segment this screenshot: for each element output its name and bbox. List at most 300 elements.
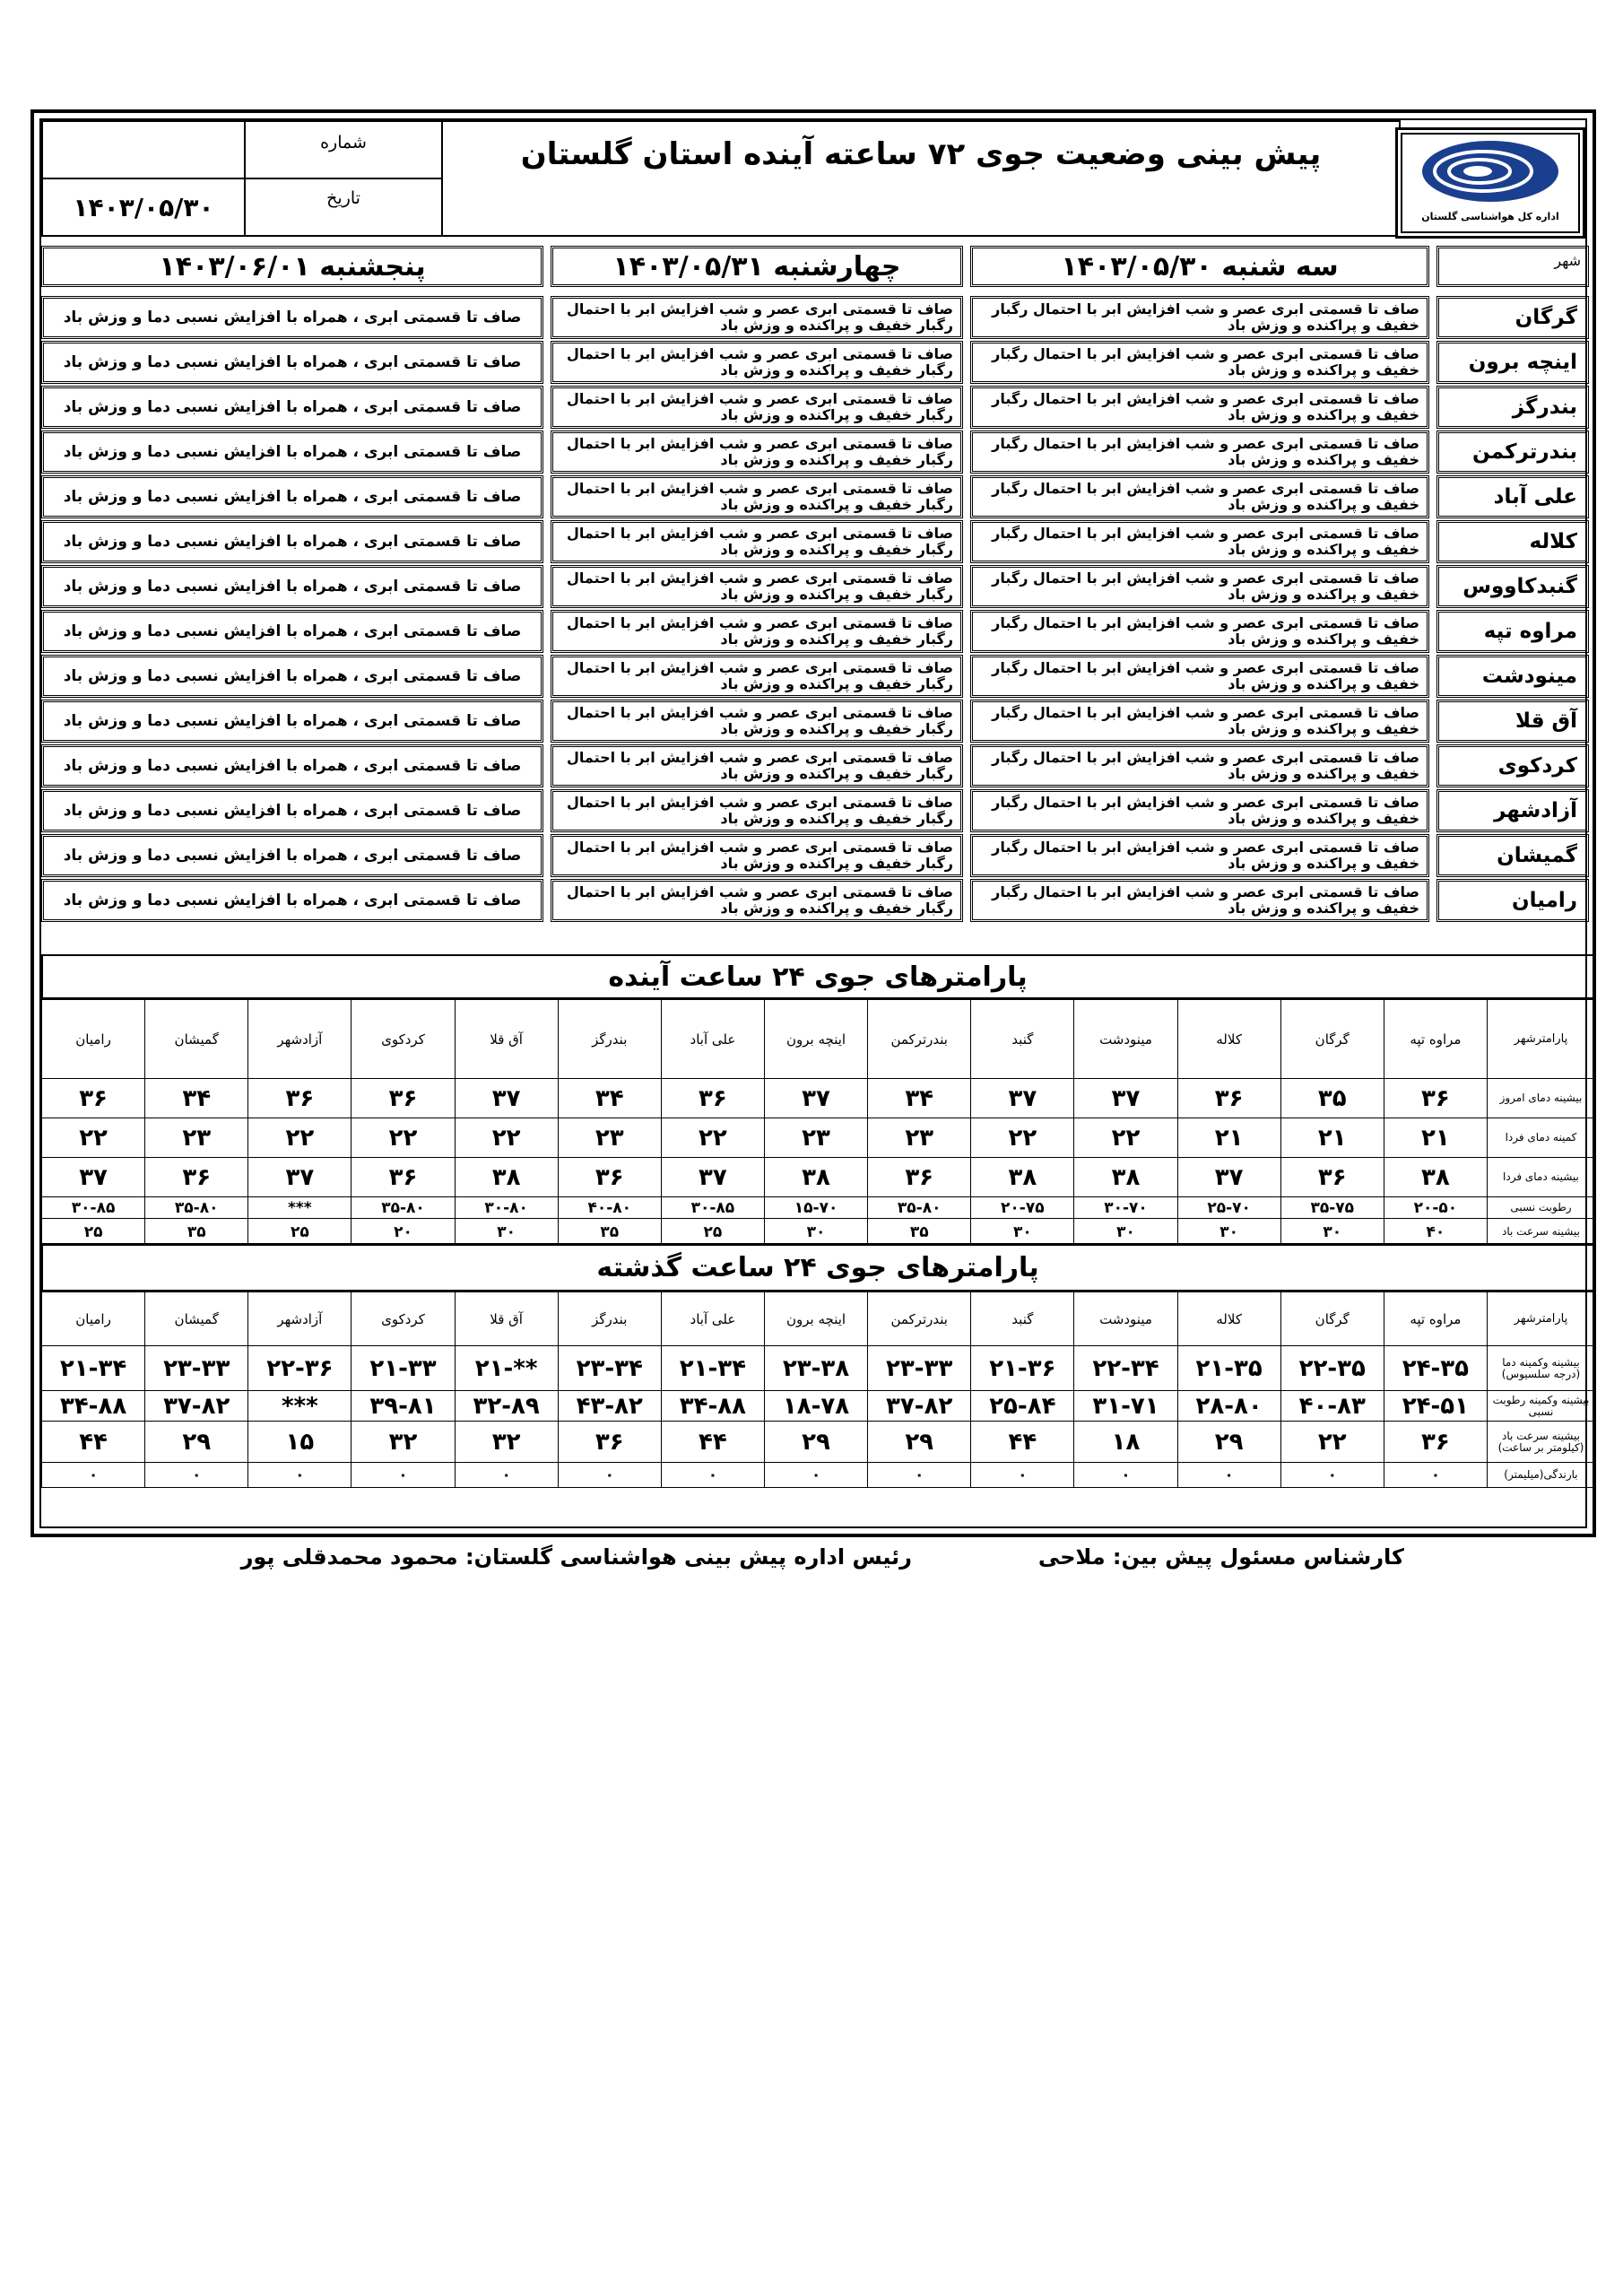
day2-forecast-cell (551, 520, 963, 563)
city-name-cell (1436, 879, 1589, 922)
day3-forecast-text: صاف تا قسمتی ابری ، همراه با افزایش نسبی دما و وزش باد (63, 578, 522, 596)
param-value-cell: ۳۰-۸۵ (42, 1197, 145, 1219)
param-value-cell: ۳۵-۷۵ (1280, 1197, 1384, 1219)
param-value-cell: ۲۵-۸۴ (971, 1391, 1074, 1422)
city-name-text: علی آباد (1493, 485, 1577, 509)
param-value-cell: ۳۷ (455, 1079, 558, 1118)
param-value-cell: ۲۰-۵۰ (1384, 1197, 1487, 1219)
param-city-header: بندرترکمن (868, 1292, 971, 1346)
day1-forecast-text: صاف تا قسمتی ابری عصر و شب افزایش ابر با احتمال رگبار خفیف و پراکنده و وزش باد (992, 570, 1419, 603)
day1-forecast-cell (970, 655, 1429, 698)
param-value-cell: ۴۰-۸۳ (1280, 1391, 1384, 1422)
organization-logo (1395, 127, 1585, 239)
param-value-cell: ۲۵ (42, 1219, 145, 1246)
day2-forecast-cell (551, 475, 963, 518)
day1-forecast-cell (970, 565, 1429, 608)
day2-forecast-text: صاف تا قسمتی ابری عصر و شب افزایش ابر با احتمال رگبار خفیف و پراکنده و وزش باد (567, 614, 953, 648)
city-name-cell (1436, 610, 1589, 653)
past24-title: پارامترهای جوی ۲۴ ساعت گذشته (596, 1251, 1039, 1283)
param-city-header: علی آباد (661, 1292, 764, 1346)
page-title: پیش بینی وضعیت جوی ۷۲ ساعته آینده استان گلستان (520, 136, 1322, 172)
day2-forecast-cell (551, 565, 963, 608)
param-value-cell: ۳۶ (352, 1079, 455, 1118)
day3-forecast-text: صاف تا قسمتی ابری ، همراه با افزایش نسبی دما و وزش باد (63, 757, 522, 775)
param-city-header: رامیان (42, 1292, 145, 1346)
param-value-cell: *** (248, 1391, 352, 1422)
day2-forecast-cell (551, 430, 963, 474)
param-row (42, 1197, 1595, 1219)
city-name-text: بندرترکمن (1472, 440, 1577, 464)
day3-forecast-cell (41, 565, 543, 608)
param-value-cell: ۳۹-۸۱ (352, 1391, 455, 1422)
day1-forecast-cell (970, 386, 1429, 429)
param-value-cell: ۳۰ (455, 1219, 558, 1246)
param-value-cell: ۳۷ (42, 1158, 145, 1197)
param-city-header: گنبد (971, 1292, 1074, 1346)
day2-forecast-text: صاف تا قسمتی ابری عصر و شب افزایش ابر با احتمال رگبار خفیف و پراکنده و وزش باد (567, 659, 953, 692)
param-value-cell: ۲۰ (352, 1219, 455, 1246)
param-value-cell: ۳۶ (558, 1422, 661, 1463)
head-signature: رئیس اداره پیش بینی هواشناسی گلستان: محمود محمدقلی پور (240, 1544, 912, 1570)
day1-forecast-cell (970, 879, 1429, 922)
param-city-header: آق قلا (455, 1000, 558, 1079)
param-value-cell: ۲۴-۳۵ (1384, 1346, 1487, 1391)
param-row-label: رطوبت نسبی (1487, 1197, 1594, 1219)
param-value-cell: ۴۳-۸۲ (558, 1391, 661, 1422)
param-value-cell: ۲۱-۳۴ (42, 1346, 145, 1391)
day1-forecast-text: صاف تا قسمتی ابری عصر و شب افزایش ابر با احتمال رگبار خفیف و پراکنده و وزش باد (992, 659, 1419, 692)
header-date: ۱۴۰۳/۰۵/۳۰ (73, 192, 214, 222)
param-row-label: بیشینه دمای امروز (1487, 1079, 1594, 1118)
day2-forecast-cell (551, 610, 963, 653)
date-label: تاریخ (326, 188, 360, 208)
param-value-cell: ۲۳ (558, 1118, 661, 1158)
param-value-cell: ۰ (1280, 1463, 1384, 1488)
param-value-cell: ۰ (455, 1463, 558, 1488)
param-value-cell: ۲۱-۳۳ (352, 1346, 455, 1391)
param-value-cell: ۲۲-۳۴ (1074, 1346, 1177, 1391)
param-city-header: رامیان (42, 1000, 145, 1079)
param-value-cell: ۲۹ (764, 1422, 867, 1463)
param-value-cell: ۱۸-۷۸ (764, 1391, 867, 1422)
param-value-cell: ۳۶ (352, 1158, 455, 1197)
param-value-cell: ۳۵-۸۰ (868, 1197, 971, 1219)
day1-forecast-text: صاف تا قسمتی ابری عصر و شب افزایش ابر با احتمال رگبار خفیف و پراکنده و وزش باد (992, 883, 1419, 917)
expert-signature: کارشناس مسئول پیش بین: ملاحی (1037, 1544, 1404, 1570)
day3-label: پنجشنبه ۱۴۰۳/۰۶/۰۱ (159, 250, 426, 283)
sheet-inner-border (39, 118, 1590, 1528)
next24-title-box (41, 954, 1594, 999)
param-value-cell: ۳۴-۸۸ (42, 1391, 145, 1422)
day3-forecast-cell (41, 386, 543, 429)
param-value-cell: ۲۲ (971, 1118, 1074, 1158)
param-value-cell: ۰ (868, 1463, 971, 1488)
param-value-cell: ۰ (352, 1463, 455, 1488)
number-label: شماره (320, 133, 367, 152)
param-value-cell: ۳۶ (1384, 1079, 1487, 1118)
param-value-cell: ۳۶ (868, 1158, 971, 1197)
param-value-cell: ۳۸ (455, 1158, 558, 1197)
param-value-cell: ۲۲ (352, 1118, 455, 1158)
param-value-cell: ۳۰-۸۰ (455, 1197, 558, 1219)
number-label-box (244, 120, 443, 179)
param-value-cell: ۳۲ (455, 1422, 558, 1463)
param-row (42, 1391, 1595, 1422)
param-value-cell: ۳۰ (764, 1219, 867, 1246)
param-city-header: علی آباد (661, 1000, 764, 1079)
city-name-cell (1436, 655, 1589, 698)
day2-forecast-text: صاف تا قسمتی ابری عصر و شب افزایش ابر با احتمال رگبار خفیف و پراکنده و وزش باد (567, 300, 953, 334)
day3-forecast-cell (41, 520, 543, 563)
city-name-cell (1436, 475, 1589, 518)
city-name-text: رامیان (1511, 889, 1577, 912)
day1-forecast-cell (970, 296, 1429, 339)
day1-header (970, 246, 1429, 287)
param-row-label: بیشینه وکمینه دما (درجه سلسیوس) (1487, 1346, 1594, 1391)
param-value-cell: ۰ (1074, 1463, 1177, 1488)
param-value-cell: ۳۸ (971, 1158, 1074, 1197)
param-city-header: مینودشت (1074, 1000, 1177, 1079)
param-value-cell: ۳۷ (1177, 1158, 1280, 1197)
param-row-label: بیشینه سرعت باد (1487, 1219, 1594, 1246)
day3-forecast-text: صاف تا قسمتی ابری ، همراه با افزایش نسبی دما و وزش باد (63, 712, 522, 730)
forecast-sheet (30, 109, 1596, 1537)
logo-emblem-icon (1398, 130, 1583, 236)
day3-forecast-text: صاف تا قسمتی ابری ، همراه با افزایش نسبی دما و وزش باد (63, 891, 522, 909)
param-value-cell: ۲۲ (661, 1118, 764, 1158)
param-value-cell: ۲۹ (868, 1422, 971, 1463)
param-value-cell: ۴۰ (1384, 1219, 1487, 1246)
day2-forecast-cell (551, 879, 963, 922)
param-city-header: مراوه تپه (1384, 1292, 1487, 1346)
param-value-cell: ۲۱ (1177, 1118, 1280, 1158)
param-value-cell: ۰ (145, 1463, 248, 1488)
param-value-cell: ۲۳ (868, 1118, 971, 1158)
city-name-text: مراوه تپه (1483, 620, 1577, 643)
city-name-cell (1436, 296, 1589, 339)
title-box (441, 120, 1401, 237)
next24-title: پارامترهای جوی ۲۴ ساعت آینده (608, 961, 1028, 993)
day3-forecast-text: صاف تا قسمتی ابری ، همراه با افزایش نسبی دما و وزش باد (63, 443, 522, 461)
param-value-cell: ۴۴ (971, 1422, 1074, 1463)
param-city-header: اینچه برون (764, 1000, 867, 1079)
day2-forecast-text: صاف تا قسمتی ابری عصر و شب افزایش ابر با احتمال رگبار خفیف و پراکنده و وزش باد (567, 704, 953, 737)
day3-forecast-cell (41, 296, 543, 339)
param-row-label: بیشینه دمای فردا (1487, 1158, 1594, 1197)
param-row (42, 1346, 1595, 1391)
param-value-cell: ۲۰-۷۵ (971, 1197, 1074, 1219)
param-value-cell: ۳۰ (1280, 1219, 1384, 1246)
param-value-cell: ۲۱-۳۶ (971, 1346, 1074, 1391)
day3-forecast-cell (41, 475, 543, 518)
day3-forecast-cell (41, 744, 543, 787)
param-value-cell: ۲۹ (145, 1422, 248, 1463)
param-value-cell: ۰ (764, 1463, 867, 1488)
day3-forecast-cell (41, 700, 543, 743)
param-city-header: گرگان (1280, 1292, 1384, 1346)
city-name-cell (1436, 386, 1589, 429)
param-value-cell: ۳۴ (145, 1079, 248, 1118)
param-city-header: اینچه برون (764, 1292, 867, 1346)
day1-forecast-text: صاف تا قسمتی ابری عصر و شب افزایش ابر با احتمال رگبار خفیف و پراکنده و وزش باد (992, 839, 1419, 872)
param-value-cell: ۲۲ (1074, 1118, 1177, 1158)
day1-forecast-cell (970, 430, 1429, 474)
param-city-header: گمیشان (145, 1292, 248, 1346)
param-city-header: بندرگز (558, 1000, 661, 1079)
param-value-cell: ۳۶ (42, 1079, 145, 1118)
param-value-cell: ۰ (248, 1463, 352, 1488)
day2-forecast-text: صاف تا قسمتی ابری عصر و شب افزایش ابر با احتمال رگبار خفیف و پراکنده و وزش باد (567, 435, 953, 468)
day2-forecast-cell (551, 386, 963, 429)
param-city-header: کردکوی (352, 1000, 455, 1079)
param-city-header: گرگان (1280, 1000, 1384, 1079)
param-row-label: بیشینه وکمینه رطوبت نسبی (1487, 1391, 1594, 1422)
day2-forecast-text: صاف تا قسمتی ابری عصر و شب افزایش ابر با احتمال رگبار خفیف و پراکنده و وزش باد (567, 480, 953, 513)
day1-label: سه شنبه ۱۴۰۳/۰۵/۳۰ (1061, 250, 1339, 283)
day2-forecast-cell (551, 341, 963, 384)
city-name-text: کلاله (1529, 530, 1577, 553)
param-city-header: کلاله (1177, 1292, 1280, 1346)
param-city-header: بندرترکمن (868, 1000, 971, 1079)
param-value-cell: ۳۵ (868, 1219, 971, 1246)
param-value-cell: *** (248, 1197, 352, 1219)
day3-forecast-text: صاف تا قسمتی ابری ، همراه با افزایش نسبی دما و وزش باد (63, 802, 522, 820)
param-value-cell: ۳۰ (1177, 1219, 1280, 1246)
city-name-cell (1436, 520, 1589, 563)
number-value-box (41, 120, 246, 179)
day1-forecast-cell (970, 789, 1429, 832)
param-row (42, 1422, 1595, 1463)
day1-forecast-text: صاف تا قسمتی ابری عصر و شب افزایش ابر با احتمال رگبار خفیف و پراکنده و وزش باد (992, 704, 1419, 737)
param-city-header: کلاله (1177, 1000, 1280, 1079)
param-value-cell: ۰ (558, 1463, 661, 1488)
city-name-cell (1436, 834, 1589, 877)
param-row (42, 1463, 1595, 1488)
param-value-cell: ۰ (661, 1463, 764, 1488)
day3-forecast-text: صاف تا قسمتی ابری ، همراه با افزایش نسبی دما و وزش باد (63, 667, 522, 685)
param-value-cell: ۰ (1384, 1463, 1487, 1488)
param-row (42, 1158, 1595, 1197)
city-name-text: مینودشت (1481, 665, 1577, 688)
param-value-cell: ۳۷ (661, 1158, 764, 1197)
day1-forecast-cell (970, 834, 1429, 877)
day3-forecast-cell (41, 610, 543, 653)
day1-forecast-text: صاف تا قسمتی ابری عصر و شب افزایش ابر با احتمال رگبار خفیف و پراکنده و وزش باد (992, 300, 1419, 334)
city-name-cell (1436, 789, 1589, 832)
param-value-cell: ۲۳-۳۳ (145, 1346, 248, 1391)
day1-forecast-text: صاف تا قسمتی ابری عصر و شب افزایش ابر با احتمال رگبار خفیف و پراکنده و وزش باد (992, 525, 1419, 558)
day3-forecast-text: صاف تا قسمتی ابری ، همراه با افزایش نسبی دما و وزش باد (63, 847, 522, 865)
param-value-cell: ۲۳-۳۴ (558, 1346, 661, 1391)
param-city-header: گنبد (971, 1000, 1074, 1079)
param-value-cell: ۳۸ (1384, 1158, 1487, 1197)
param-value-cell: ۲۲ (42, 1118, 145, 1158)
param-value-cell: ۲۵-۷۰ (1177, 1197, 1280, 1219)
param-value-cell: ۲۲ (1280, 1422, 1384, 1463)
city-name-text: گرگان (1515, 306, 1577, 329)
param-city-header: آزادشهر (248, 1292, 352, 1346)
param-value-cell: ۲۱-۳۴ (661, 1346, 764, 1391)
day2-forecast-text: صاف تا قسمتی ابری عصر و شب افزایش ابر با احتمال رگبار خفیف و پراکنده و وزش باد (567, 570, 953, 603)
city-name-cell (1436, 341, 1589, 384)
param-value-cell: ۳۴-۸۸ (661, 1391, 764, 1422)
param-value-cell: ۳۵ (1280, 1079, 1384, 1118)
param-value-cell: ۰ (971, 1463, 1074, 1488)
day2-forecast-cell (551, 296, 963, 339)
param-value-cell: ۳۶ (1384, 1422, 1487, 1463)
day1-forecast-cell (970, 744, 1429, 787)
day1-forecast-text: صاف تا قسمتی ابری عصر و شب افزایش ابر با احتمال رگبار خفیف و پراکنده و وزش باد (992, 614, 1419, 648)
day2-forecast-text: صاف تا قسمتی ابری عصر و شب افزایش ابر با احتمال رگبار خفیف و پراکنده و وزش باد (567, 390, 953, 423)
day1-forecast-text: صاف تا قسمتی ابری عصر و شب افزایش ابر با احتمال رگبار خفیف و پراکنده و وزش باد (992, 345, 1419, 378)
day1-forecast-cell (970, 700, 1429, 743)
param-value-cell: ۴۰-۸۰ (558, 1197, 661, 1219)
param-value-cell: ۳۶ (661, 1079, 764, 1118)
day2-forecast-text: صاف تا قسمتی ابری عصر و شب افزایش ابر با احتمال رگبار خفیف و پراکنده و وزش باد (567, 749, 953, 782)
param-city-header: بندرگز (558, 1292, 661, 1346)
param-value-cell: ۱۵ (248, 1422, 352, 1463)
day1-forecast-cell (970, 475, 1429, 518)
param-value-cell: ۲۲ (248, 1118, 352, 1158)
param-value-cell: ۳۲ (352, 1422, 455, 1463)
day3-forecast-text: صاف تا قسمتی ابری ، همراه با افزایش نسبی دما و وزش باد (63, 309, 522, 326)
param-row-label: بارندگی(میلیمتر) (1487, 1463, 1594, 1488)
param-value-cell: ۳۵ (558, 1219, 661, 1246)
param-value-cell: ۲۲-۳۶ (248, 1346, 352, 1391)
param-row-label: بیشینه سرعت باد (کیلومتر بر ساعت) (1487, 1422, 1594, 1463)
day1-forecast-text: صاف تا قسمتی ابری عصر و شب افزایش ابر با احتمال رگبار خفیف و پراکنده و وزش باد (992, 749, 1419, 782)
city-name-text: گمیشان (1497, 844, 1577, 867)
param-value-cell: ۳۶ (248, 1079, 352, 1118)
param-value-cell: ۲۹ (1177, 1422, 1280, 1463)
city-name-cell (1436, 700, 1589, 743)
city-name-text: آق قلا (1515, 709, 1577, 733)
param-header-row (42, 1000, 1595, 1079)
param-value-cell: ۳۰ (1074, 1219, 1177, 1246)
city-name-text: کردکوی (1497, 754, 1577, 778)
param-header-row (42, 1292, 1595, 1346)
day3-forecast-text: صاف تا قسمتی ابری ، همراه با افزایش نسبی دما و وزش باد (63, 353, 522, 371)
city-name-text: آزادشهر (1494, 799, 1577, 822)
day1-forecast-text: صاف تا قسمتی ابری عصر و شب افزایش ابر با احتمال رگبار خفیف و پراکنده و وزش باد (992, 794, 1419, 827)
param-value-cell: ۲۳-۳۸ (764, 1346, 867, 1391)
day2-forecast-text: صاف تا قسمتی ابری عصر و شب افزایش ابر با احتمال رگبار خفیف و پراکنده و وزش باد (567, 525, 953, 558)
day2-forecast-text: صاف تا قسمتی ابری عصر و شب افزایش ابر با احتمال رگبار خفیف و پراکنده و وزش باد (567, 839, 953, 872)
param-value-cell: ۲۱ (1384, 1118, 1487, 1158)
day2-label: چهارشنبه ۱۴۰۳/۰۵/۳۱ (612, 250, 901, 283)
past24-title-box (41, 1243, 1594, 1292)
param-city-header: آق قلا (455, 1292, 558, 1346)
param-value-cell: ۳۴ (558, 1079, 661, 1118)
day3-header (41, 246, 543, 287)
city-header (1436, 246, 1589, 287)
day3-forecast-cell (41, 655, 543, 698)
param-value-cell: ۳۷-۸۲ (145, 1391, 248, 1422)
city-name-text: گنبدکاووس (1462, 575, 1577, 598)
param-city-header: آزادشهر (248, 1000, 352, 1079)
day3-forecast-cell (41, 834, 543, 877)
next24-table (41, 999, 1595, 1246)
param-value-cell: ۳۸ (764, 1158, 867, 1197)
param-row (42, 1079, 1595, 1118)
param-value-cell: ۲۴-۵۱ (1384, 1391, 1487, 1422)
param-value-cell: ۳۰ (971, 1219, 1074, 1246)
param-value-cell: ۳۶ (558, 1158, 661, 1197)
param-value-cell: ۲۱-** (455, 1346, 558, 1391)
day3-forecast-cell (41, 879, 543, 922)
city-name-text: بندرگز (1512, 396, 1577, 419)
param-value-cell: ۱۵-۷۰ (764, 1197, 867, 1219)
day3-forecast-cell (41, 789, 543, 832)
param-value-cell: ۳۶ (1280, 1158, 1384, 1197)
day2-header (551, 246, 963, 287)
day3-forecast-cell (41, 430, 543, 474)
param-value-cell: ۳۱-۷۱ (1074, 1391, 1177, 1422)
date-value-box (41, 178, 246, 237)
param-row-label: کمینه دمای فردا (1487, 1118, 1594, 1158)
city-name-cell (1436, 744, 1589, 787)
param-value-cell: ۲۱ (1280, 1118, 1384, 1158)
param-corner-header: پارامترشهر (1487, 1000, 1594, 1079)
param-value-cell: ۲۵ (661, 1219, 764, 1246)
param-value-cell: ۳۰-۸۵ (661, 1197, 764, 1219)
day1-forecast-cell (970, 341, 1429, 384)
day2-forecast-cell (551, 655, 963, 698)
param-value-cell: ۲۳-۳۳ (868, 1346, 971, 1391)
day3-forecast-text: صاف تا قسمتی ابری ، همراه با افزایش نسبی دما و وزش باد (63, 488, 522, 506)
day1-forecast-text: صاف تا قسمتی ابری عصر و شب افزایش ابر با احتمال رگبار خفیف و پراکنده و وزش باد (992, 480, 1419, 513)
day3-forecast-text: صاف تا قسمتی ابری ، همراه با افزایش نسبی دما و وزش باد (63, 398, 522, 416)
param-value-cell: ۲۲-۳۵ (1280, 1346, 1384, 1391)
date-label-box (244, 178, 443, 237)
param-value-cell: ۲۲ (455, 1118, 558, 1158)
param-value-cell: ۳۵-۸۰ (145, 1197, 248, 1219)
param-value-cell: ۳۴ (868, 1079, 971, 1118)
day3-forecast-cell (41, 341, 543, 384)
city-name-cell (1436, 565, 1589, 608)
param-value-cell: ۳۶ (145, 1158, 248, 1197)
param-value-cell: ۲۳ (764, 1118, 867, 1158)
param-value-cell: ۳۸ (1074, 1158, 1177, 1197)
city-name-text: اینچه برون (1468, 351, 1577, 374)
day2-forecast-text: صاف تا قسمتی ابری عصر و شب افزایش ابر با احتمال رگبار خفیف و پراکنده و وزش باد (567, 883, 953, 917)
param-value-cell: ۳۰-۷۰ (1074, 1197, 1177, 1219)
param-row (42, 1118, 1595, 1158)
param-value-cell: ۰ (42, 1463, 145, 1488)
day1-forecast-text: صاف تا قسمتی ابری عصر و شب افزایش ابر با احتمال رگبار خفیف و پراکنده و وزش باد (992, 435, 1419, 468)
day1-forecast-text: صاف تا قسمتی ابری عصر و شب افزایش ابر با احتمال رگبار خفیف و پراکنده و وزش باد (992, 390, 1419, 423)
param-city-header: گمیشان (145, 1000, 248, 1079)
day2-forecast-cell (551, 700, 963, 743)
param-value-cell: ۲۱-۳۵ (1177, 1346, 1280, 1391)
day1-forecast-cell (970, 610, 1429, 653)
param-value-cell: ۴۴ (661, 1422, 764, 1463)
param-city-header: کردکوی (352, 1292, 455, 1346)
day2-forecast-cell (551, 789, 963, 832)
day3-forecast-text: صاف تا قسمتی ابری ، همراه با افزایش نسبی دما و وزش باد (63, 622, 522, 640)
param-value-cell: ۳۷ (248, 1158, 352, 1197)
param-city-header: مراوه تپه (1384, 1000, 1487, 1079)
param-value-cell: ۲۳ (145, 1118, 248, 1158)
city-header-label: شهر (1554, 252, 1581, 269)
param-value-cell: ۳۷-۸۲ (868, 1391, 971, 1422)
day2-forecast-text: صاف تا قسمتی ابری عصر و شب افزایش ابر با احتمال رگبار خفیف و پراکنده و وزش باد (567, 345, 953, 378)
param-value-cell: ۳۵ (145, 1219, 248, 1246)
param-corner-header: پارامترشهر (1487, 1292, 1594, 1346)
city-name-cell (1436, 430, 1589, 474)
param-city-header: مینودشت (1074, 1292, 1177, 1346)
param-value-cell: ۴۴ (42, 1422, 145, 1463)
